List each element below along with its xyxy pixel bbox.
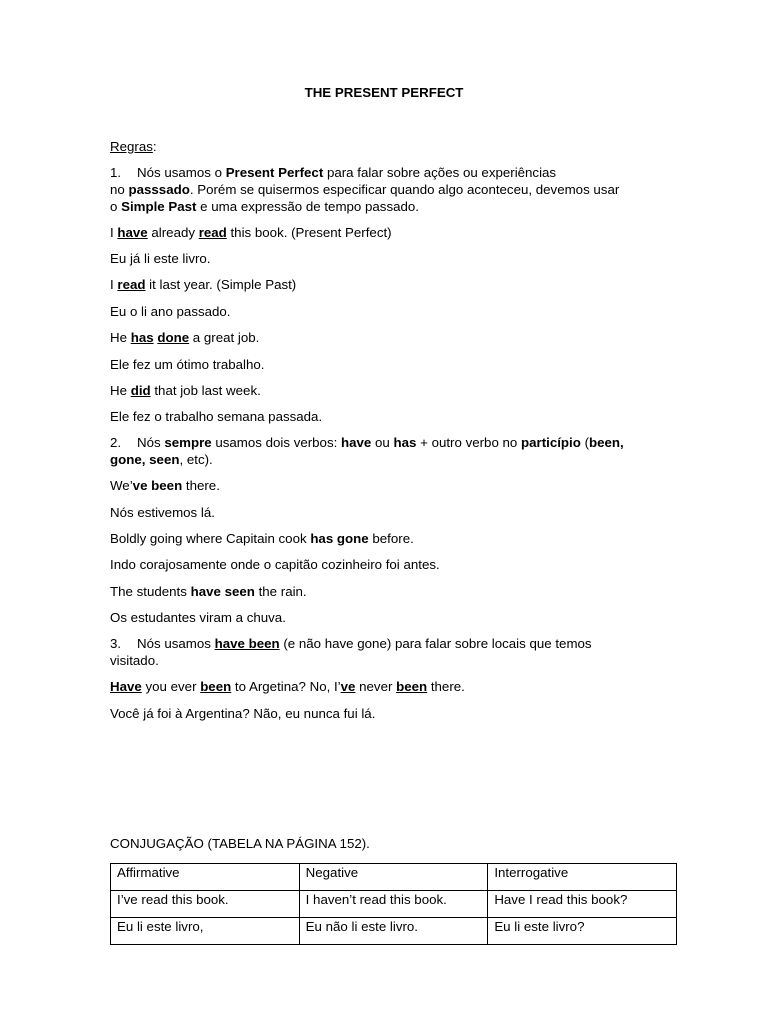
rule-1-bold: Present Perfect: [225, 165, 324, 180]
rules-heading: [110, 139, 157, 154]
example-3: He has done a great job.: [110, 330, 260, 345]
table-cell: Eu li este livro,: [111, 918, 300, 945]
example-8: Have you ever been to Argetina? No, I’ve never been there.: [110, 679, 465, 694]
example-1: I have already read this book. (Present Perfect): [110, 225, 392, 240]
table-cell: I haven’t read this book.: [299, 891, 488, 918]
example-2-translation: Eu o li ano passado.: [110, 304, 231, 319]
example-7: The students have seen the rain.: [110, 584, 307, 599]
table-header-cell: Interrogative: [488, 864, 677, 891]
rule-1-text: Nós usamos o: [137, 165, 226, 180]
example-8-translation: Você já foi à Argentina? Não, eu nunca fui lá.: [110, 706, 376, 721]
conjugation-table: [110, 863, 677, 945]
rule-1-bold: passsado: [128, 182, 190, 197]
rule-1-text: o: [110, 199, 122, 214]
example-2: I read it last year. (Simple Past): [110, 277, 297, 292]
rule-1: [110, 164, 670, 215]
example-6: Boldly going where Capitain cook has gone before.: [110, 531, 414, 546]
table-cell: Eu não li este livro.: [299, 918, 488, 945]
rule-3-number: 3.: [110, 636, 122, 651]
table-header-row: [111, 864, 677, 891]
table-cell: Eu li este livro?: [488, 918, 677, 945]
rule-2-number: 2.: [110, 435, 122, 450]
table-header-cell: Affirmative: [111, 864, 300, 891]
rule-1-text: para falar sobre ações ou experiências: [323, 165, 557, 180]
rule-1-bold: Simple Past: [121, 199, 197, 214]
rule-1-number: 1.: [110, 165, 122, 180]
table-cell: Have I read this book?: [488, 891, 677, 918]
table-cell: I’ve read this book.: [111, 891, 300, 918]
example-7-translation: Os estudantes viram a chuva.: [110, 610, 286, 625]
rule-2: 2. Nós sempre usamos dois verbos: have ou has + outro verbo no particípio (been, gone, seen, etc).: [110, 435, 624, 467]
example-5-translation: Nós estivemos lá.: [110, 505, 215, 520]
page-title: THE PRESENT PERFECT: [304, 85, 464, 100]
rule-1-text: no: [110, 182, 129, 197]
example-4: He did that job last week.: [110, 383, 261, 398]
table-row: [111, 891, 677, 918]
rules-colon: :: [152, 139, 157, 154]
table-row: [111, 918, 677, 945]
example-6-translation: Indo corajosamente onde o capitão cozinheiro foi antes.: [110, 557, 440, 572]
example-1-translation: Eu já li este livro.: [110, 251, 211, 266]
table-header-cell: Negative: [299, 864, 488, 891]
rules-label: Regras: [110, 139, 153, 154]
example-4-translation: Ele fez o trabalho semana passada.: [110, 409, 323, 424]
rule-1-text: . Porém se quisermos especificar quando algo aconteceu, devemos usar: [189, 182, 620, 197]
conjugation-heading: CONJUGAÇÃO (TABELA NA PÁGINA 152).: [110, 836, 370, 851]
example-5: We’ve been there.: [110, 478, 220, 493]
rule-3: 3. Nós usamos have been (e não have gone) para falar sobre locais que temos visitado.: [110, 636, 592, 668]
example-3-translation: Ele fez um ótimo trabalho.: [110, 357, 265, 372]
rule-1-text: e uma expressão de tempo passado.: [196, 199, 419, 214]
